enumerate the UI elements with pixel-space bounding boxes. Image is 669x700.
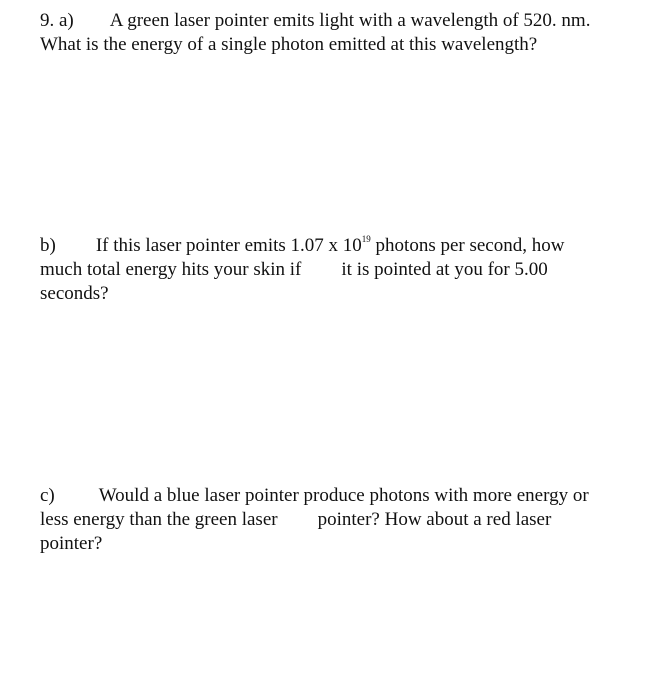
question-c-label: c) — [40, 485, 55, 506]
question-b-text-1a: If this laser pointer emits 1.07 x 10 — [95, 235, 362, 256]
question-c-line-2 — [40, 508, 551, 532]
question-c-text-2b: pointer? How about a red laser — [317, 509, 552, 530]
question-a-text-1: A green laser pointer emits light with a wavelength of 520. nm. — [109, 10, 591, 31]
question-b-label: b) — [40, 235, 56, 256]
question-b-text-2b: it is pointed at you for 5.00 — [341, 259, 548, 280]
question-a-label: 9. a) — [40, 10, 74, 31]
question-b-line-3: seconds? — [40, 283, 109, 304]
question-a-line-2: What is the energy of a single photon emitted at this wavelength? — [40, 34, 538, 55]
question-b-text-1b: photons per second, how — [370, 235, 565, 256]
question-b-line-2 — [40, 258, 548, 282]
question-c-text-2a: less energy than the green laser — [40, 509, 278, 530]
question-b-line-1 — [40, 234, 564, 258]
question-c-line-1 — [40, 484, 589, 508]
question-a-line-1 — [40, 9, 590, 33]
question-c-text-1: Would a blue laser pointer produce photons with more energy or — [98, 485, 589, 506]
question-b-exponent: 19 — [361, 234, 371, 244]
question-c-line-3: pointer? — [40, 533, 103, 554]
question-b-text-2a: much total energy hits your skin if — [40, 259, 302, 280]
